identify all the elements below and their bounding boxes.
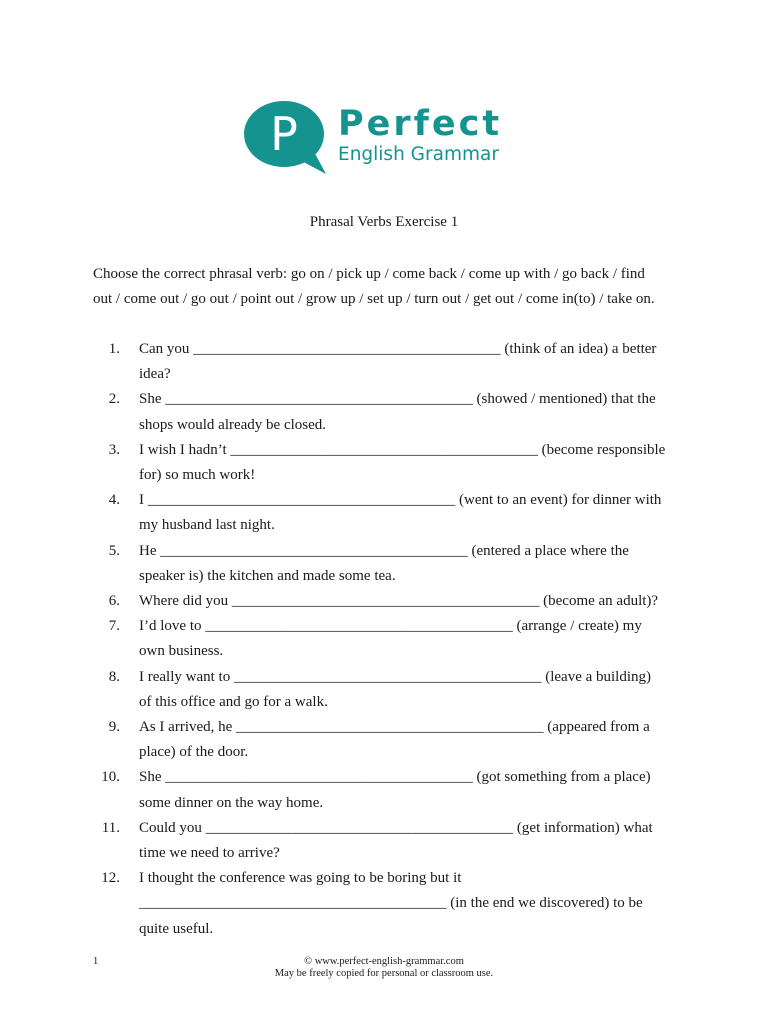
exercise-item [0, 539, 768, 589]
exercise-text-line: for) so much work! [139, 467, 256, 484]
exercise-text-line: She _________________________________________ (got something from a place) [139, 769, 651, 786]
exercise-item [0, 614, 768, 664]
exercise-text-line: I really want to _________________________________________ (leave a building) [139, 668, 652, 685]
exercise-item [0, 387, 768, 437]
exercise-text-line: _________________________________________ (in the end we discovered) to be [139, 895, 643, 912]
exercise-item [0, 589, 768, 614]
exercise-number: 1. [108, 341, 120, 357]
exercise-item [0, 816, 768, 866]
exercise-item [0, 337, 768, 387]
footer-copyright: © www.perfect-english-grammar.com [304, 956, 464, 967]
exercise-text-line: Where did you _________________________________________ (become an adult)? [139, 593, 659, 610]
exercise-item [0, 438, 768, 488]
exercise-text-line: place) of the door. [139, 744, 249, 761]
logo-word-perfect: Perfect [338, 104, 503, 144]
exercise-text-line: I thought the conference was going to be boring but it [139, 870, 462, 887]
exercise-text-line: I _________________________________________ (went to an event) for dinner with [139, 492, 662, 509]
exercise-number: 8. [108, 668, 120, 685]
exercise-item [0, 765, 768, 815]
exercise-text-line: quite useful. [139, 920, 214, 937]
instructions [93, 262, 693, 312]
exercise-item [0, 665, 768, 715]
exercise-number: 10. [101, 769, 120, 786]
exercise-item [0, 715, 768, 765]
footer-note: May be freely copied for personal or classroom use. [274, 968, 494, 979]
logo-letter: P [270, 107, 298, 161]
exercise-number: 2. [108, 391, 120, 408]
exercise-number: 5. [108, 542, 120, 559]
exercise-number: 4. [108, 492, 120, 509]
exercise-text-line: my husband last night. [139, 517, 275, 534]
instructions-line: Choose the correct phrasal verb: go on / pick up / come back / come up with / go back / find [93, 266, 645, 282]
exercise-number: 11. [101, 819, 120, 836]
exercise-item [0, 866, 768, 942]
page-number: 1 [93, 956, 99, 967]
speech-bubble-logo-icon [244, 100, 330, 176]
logo-word-english-grammar: English Grammar [338, 144, 499, 165]
exercise-text-line: own business. [139, 643, 224, 660]
exercise-text-line: Could you _________________________________________ (get information) what [139, 819, 653, 836]
exercise-text-line: idea? [139, 366, 171, 383]
exercise-text-line: of this office and go for a walk. [139, 693, 328, 710]
exercise-text-line: some dinner on the way home. [139, 794, 324, 811]
exercise-text-line: As I arrived, he _________________________________________ (appeared from a [139, 719, 650, 736]
logo [244, 100, 534, 178]
exercise-number: 12. [101, 870, 120, 887]
exercise-text-line: Can you _________________________________________ (think of an idea) a better [139, 341, 657, 357]
footer [0, 956, 768, 980]
exercise-number: 9. [108, 719, 120, 736]
exercise-text-line: She _________________________________________ (showed / mentioned) that the [139, 391, 656, 408]
exercise-text-line: He _________________________________________ (entered a place where the [139, 542, 629, 559]
exercise-list [0, 337, 768, 942]
page-title: Phrasal Verbs Exercise 1 [309, 214, 459, 230]
exercise-text-line: speaker is) the kitchen and made some tea. [139, 567, 396, 584]
instructions-line: out / come out / go out / point out / grow up / set up / turn out / get out / come in(to) / take on. [93, 291, 655, 307]
exercise-text-line: shops would already be closed. [139, 416, 327, 433]
exercise-number: 6. [108, 593, 120, 610]
exercise-text-line: I’d love to _________________________________________ (arrange / create) my [139, 618, 642, 635]
exercise-text-line: time we need to arrive? [139, 845, 280, 862]
exercise-text-line: I wish I hadn’t _________________________________________ (become responsible [139, 441, 666, 458]
exercise-number: 7. [108, 618, 120, 635]
exercise-number: 3. [108, 441, 120, 458]
exercise-item [0, 488, 768, 538]
